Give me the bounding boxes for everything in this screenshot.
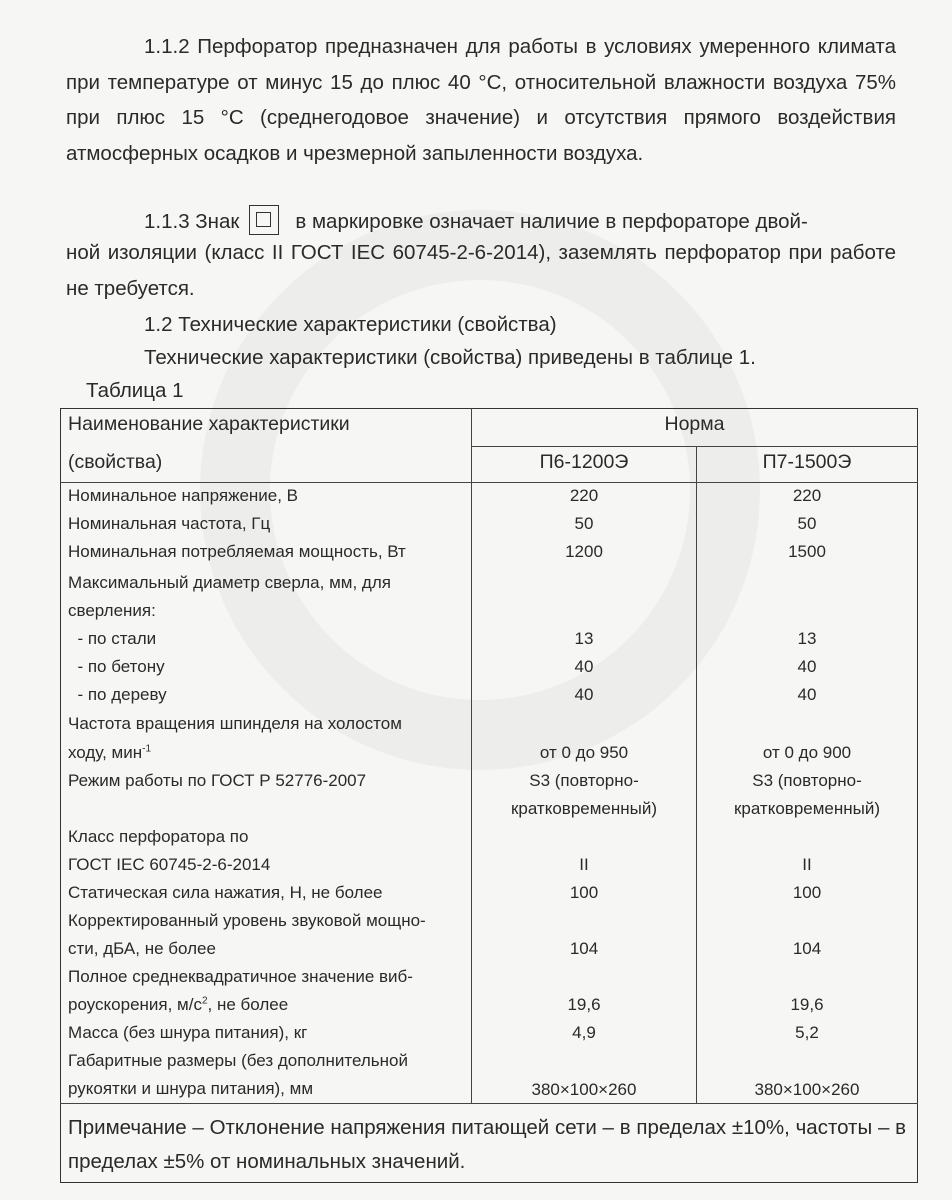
table-note: Примечание – Отклонение напряжения питающей сети – в пределах ±10%, частоты – в пределах ±5% от номинальных значений.: [68, 1116, 906, 1173]
row-drill-diameter-label: Максимальный диаметр сверла, мм, для: [68, 573, 391, 592]
row-force-v2: 100: [792, 883, 822, 902]
row-voltage-v2: 220: [792, 486, 822, 505]
row-mode-label: Режим работы по ГОСТ Р 52776-2007: [68, 771, 367, 790]
header-norm: Норма: [664, 413, 725, 435]
row-dimensions-label: Габаритные размеры (без дополнительной: [68, 1051, 408, 1070]
row-vibration-tail: , не более: [207, 995, 289, 1014]
paragraph-1-1-3-end: в маркировке означает наличие в перфораторе двой-: [295, 210, 808, 233]
row-concrete-label: - по бетону: [68, 657, 165, 676]
row-mass-v2: 5,2: [795, 1023, 819, 1042]
header-name-line2: (свойства): [68, 451, 163, 473]
row-spindle-speed-label-2: [68, 743, 151, 763]
section-text: Технические характеристики (свойства) приведены в таблице 1.: [144, 346, 756, 369]
row-sound-v1: 104: [569, 939, 599, 958]
row-frequency-label: Номинальная частота, Гц: [68, 514, 271, 533]
row-mode-v1: S3 (повторно-: [529, 771, 639, 790]
row-vibration-label-2: [68, 995, 288, 1015]
paragraph-1-1-3-start: 1.1.3 Знак: [144, 210, 240, 233]
row-mode-v2: S3 (повторно-: [752, 771, 862, 790]
row-wood-label: - по дереву: [68, 685, 167, 704]
paragraph-1-1-3-line1: [144, 205, 808, 235]
row-steel-v2: 13: [797, 629, 817, 648]
table-divider: [60, 1103, 918, 1104]
row-sound-label-2: сти, дБА, не более: [68, 939, 216, 958]
row-spindle-speed-v2: от 0 до 900: [762, 743, 852, 762]
row-power-v1: 1200: [565, 542, 603, 561]
row-power-v2: 1500: [788, 542, 826, 561]
row-voltage-label: Номинальное напряжение, В: [68, 486, 299, 505]
table-divider: [471, 446, 918, 447]
row-spindle-speed-label: Частота вращения шпинделя на холостом: [68, 714, 402, 733]
row-voltage-v1: 220: [569, 486, 599, 505]
row-frequency-v2: 50: [797, 514, 817, 533]
row-steel-label: - по стали: [68, 629, 157, 648]
row-force-v1: 100: [569, 883, 599, 902]
table-caption: Таблица 1: [86, 379, 184, 402]
row-spindle-speed-unit: ходу, мин: [68, 743, 143, 762]
section-title: 1.2 Технические характеристики (свойства): [144, 313, 557, 336]
row-dimensions-v2: 380×100×260: [754, 1080, 860, 1099]
double-insulation-icon: [249, 205, 279, 235]
row-vibration-v2: 19,6: [790, 995, 824, 1014]
row-spindle-speed-sup: -1: [142, 743, 152, 755]
row-vibration-unit: роускорения, м/с: [68, 995, 202, 1014]
row-dimensions-label-2: рукоятки и шнура питания), мм: [68, 1079, 314, 1098]
row-mode-v1b: кратковременный): [510, 799, 658, 818]
row-wood-v1: 40: [574, 685, 594, 704]
header-model-2: П7-1500Э: [762, 451, 852, 473]
row-spindle-speed-v1: от 0 до 950: [539, 743, 629, 762]
row-mass-v1: 4,9: [572, 1023, 596, 1042]
row-mass-label: Масса (без шнура питания), кг: [68, 1023, 308, 1042]
row-dimensions-v1: 380×100×260: [531, 1080, 637, 1099]
row-vibration-v1: 19,6: [567, 995, 601, 1014]
row-vibration-sup: 2: [201, 995, 208, 1007]
row-frequency-v1: 50: [574, 514, 594, 533]
row-class-v2: II: [802, 855, 812, 874]
row-force-label: Статическая сила нажатия, Н, не более: [68, 883, 383, 902]
row-power-label: Номинальная потребляемая мощность, Вт: [68, 542, 406, 561]
row-sound-v2: 104: [792, 939, 822, 958]
table-divider: [60, 482, 918, 483]
row-wood-v2: 40: [797, 685, 817, 704]
row-mode-v2b: кратковременный): [733, 799, 881, 818]
header-model-1: П6-1200Э: [539, 451, 629, 473]
row-class-label-2: ГОСТ IEC 60745-2-6-2014: [68, 855, 271, 874]
row-drill-diameter-label-2: сверления:: [68, 601, 156, 620]
paragraph-1-1-2: 1.1.2 Перфоратор предназначен для работы в условиях умеренного климата при температуре от минус 15 до плюс 40 °С, относительной влажности воздуха 75% при плюс 15 °С (среднегодовое значение) и отсутствия прямого воздействия атмосферных осадков и чрезмерной запыленности воздуха.: [66, 35, 896, 165]
row-class-v1: II: [579, 855, 589, 874]
row-steel-v1: 13: [574, 629, 594, 648]
row-vibration-label: Полное среднеквадратичное значение виб-: [68, 967, 413, 986]
header-name-line1: Наименование характеристики: [68, 413, 350, 435]
row-class-label: Класс перфоратора по: [68, 827, 249, 846]
row-sound-label: Корректированный уровень звуковой мощно-: [68, 911, 426, 930]
row-concrete-v1: 40: [574, 657, 594, 676]
row-concrete-v2: 40: [797, 657, 817, 676]
paragraph-1-1-3-rest: ной изоляции (класс II ГОСТ IEC 60745-2-6-2014), заземлять перфоратор при работе не требуется.: [66, 241, 896, 300]
